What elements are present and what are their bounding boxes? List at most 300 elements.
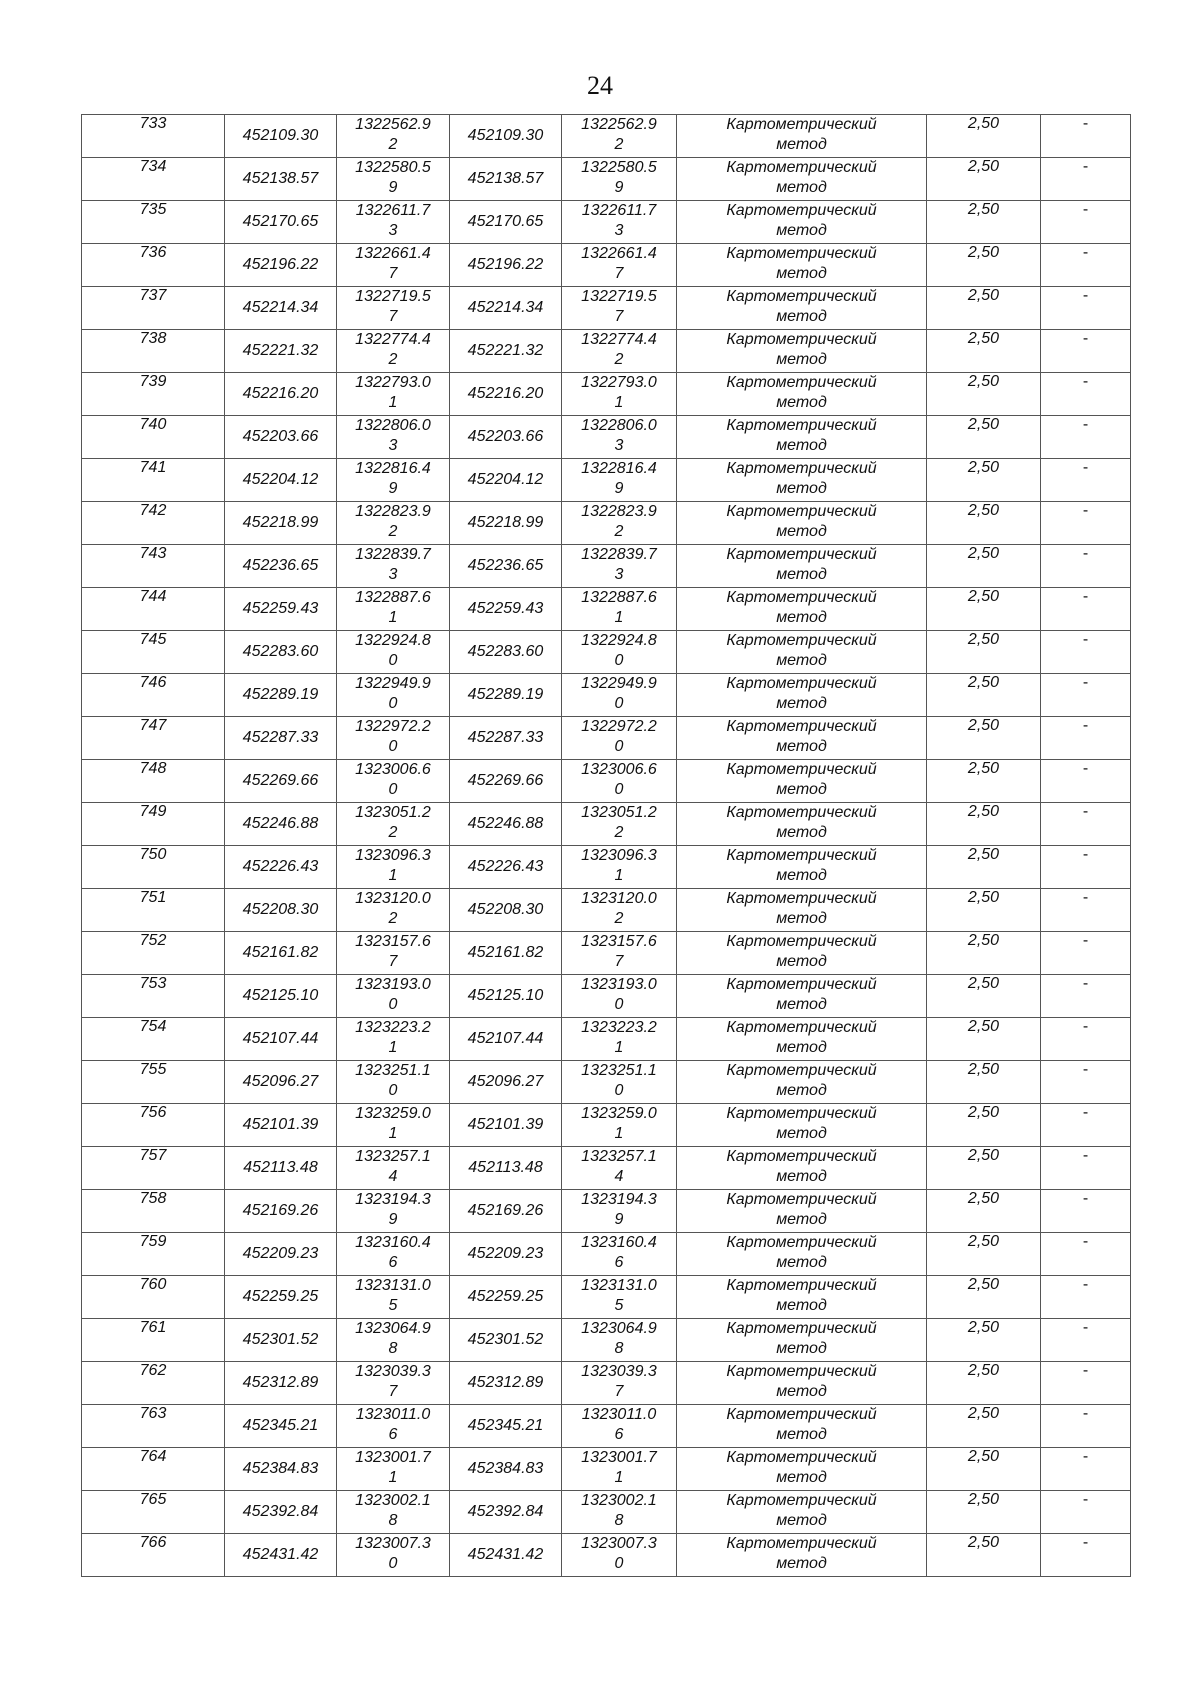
y-old-line-1: 1322816.4: [355, 460, 431, 477]
y-old-line-1: 1323257.1: [355, 1148, 431, 1165]
y-new-line-2: 1: [614, 1469, 624, 1486]
point-number-cell: 745: [82, 631, 225, 674]
description-cell: -: [1041, 932, 1131, 975]
method-line-1: Картометрический: [726, 331, 877, 348]
y-new-line-2: 7: [614, 1383, 624, 1400]
y-old-line-2: 2: [388, 824, 398, 841]
method-line-1: Картометрический: [726, 288, 877, 305]
method-line-2: метод: [776, 222, 827, 239]
x-new-cell: 452218.99: [450, 502, 562, 545]
y-old-line-1: 1323193.0: [355, 976, 431, 993]
x-old-cell: 452125.10: [225, 975, 337, 1018]
accuracy-cell: 2,50: [927, 803, 1041, 846]
y-new-line-2: 2: [614, 523, 624, 540]
x-new-cell: 452107.44: [450, 1018, 562, 1061]
point-number-cell: 764: [82, 1448, 225, 1491]
description-cell: -: [1041, 330, 1131, 373]
table-row: [82, 1405, 1131, 1448]
x-old-cell: 452214.34: [225, 287, 337, 330]
description-cell: -: [1041, 1061, 1131, 1104]
y-new-line-2: 0: [614, 1082, 624, 1099]
method-cell: [677, 631, 927, 674]
method-cell: [677, 1147, 927, 1190]
method-line-1: Картометрический: [726, 976, 877, 993]
y-old-line-1: 1323096.3: [355, 847, 431, 864]
y-new-cell: [562, 975, 677, 1018]
point-number-cell: 765: [82, 1491, 225, 1534]
method-line-2: метод: [776, 867, 827, 884]
method-cell: [677, 717, 927, 760]
x-new-cell: 452259.25: [450, 1276, 562, 1319]
y-old-line-1: 1322949.9: [355, 675, 431, 692]
table-row: [82, 115, 1131, 158]
y-new-line-2: 0: [614, 781, 624, 798]
y-old-line-2: 7: [388, 953, 398, 970]
method-line-2: метод: [776, 1254, 827, 1271]
table-row: [82, 932, 1131, 975]
accuracy-cell: 2,50: [927, 244, 1041, 287]
y-new-line-1: 1323096.3: [581, 847, 657, 864]
x-new-cell: 452208.30: [450, 889, 562, 932]
method-line-2: метод: [776, 1082, 827, 1099]
y-new-line-1: 1322839.7: [581, 546, 657, 563]
accuracy-cell: 2,50: [927, 115, 1041, 158]
accuracy-cell: 2,50: [927, 1147, 1041, 1190]
method-cell: [677, 1061, 927, 1104]
description-cell: -: [1041, 1147, 1131, 1190]
table-row: [82, 1448, 1131, 1491]
method-line-1: Картометрический: [726, 503, 877, 520]
method-line-1: Картометрический: [726, 1406, 877, 1423]
method-line-2: метод: [776, 1297, 827, 1314]
y-new-line-2: 4: [614, 1168, 624, 1185]
y-old-line-2: 0: [388, 1555, 398, 1572]
x-old-cell: 452246.88: [225, 803, 337, 846]
y-new-cell: [562, 889, 677, 932]
y-old-line-2: 2: [388, 910, 398, 927]
y-new-cell: [562, 1061, 677, 1104]
point-number-cell: 761: [82, 1319, 225, 1362]
x-old-cell: 452138.57: [225, 158, 337, 201]
y-old-line-2: 9: [388, 480, 398, 497]
method-line-2: метод: [776, 1469, 827, 1486]
method-line-2: метод: [776, 953, 827, 970]
x-old-cell: 452208.30: [225, 889, 337, 932]
point-number-cell: 756: [82, 1104, 225, 1147]
description-cell: -: [1041, 244, 1131, 287]
table-row: [82, 1190, 1131, 1233]
y-new-cell: [562, 846, 677, 889]
method-cell: [677, 1319, 927, 1362]
y-new-cell: [562, 1405, 677, 1448]
method-cell: [677, 1276, 927, 1319]
accuracy-cell: 2,50: [927, 416, 1041, 459]
point-number-cell: 740: [82, 416, 225, 459]
description-cell: -: [1041, 588, 1131, 631]
y-old-line-1: 1323001.7: [355, 1449, 431, 1466]
y-new-line-1: 1322562.9: [581, 116, 657, 133]
page-number: 24: [587, 71, 613, 100]
y-old-line-1: 1323160.4: [355, 1234, 431, 1251]
x-old-cell: 452196.22: [225, 244, 337, 287]
accuracy-cell: 2,50: [927, 1405, 1041, 1448]
y-new-line-1: 1323051.2: [581, 804, 657, 821]
y-old-line-1: 1322562.9: [355, 116, 431, 133]
coordinates-table: [81, 114, 1131, 1577]
description-cell: -: [1041, 1104, 1131, 1147]
x-old-cell: 452170.65: [225, 201, 337, 244]
y-new-line-2: 2: [614, 136, 624, 153]
method-line-2: метод: [776, 824, 827, 841]
y-new-cell: [562, 1190, 677, 1233]
y-old-cell: [337, 330, 450, 373]
method-line-1: Картометрический: [726, 890, 877, 907]
method-line-1: Картометрический: [726, 675, 877, 692]
y-new-line-2: 3: [614, 222, 624, 239]
point-number-cell: 757: [82, 1147, 225, 1190]
y-new-line-1: 1323006.6: [581, 761, 657, 778]
method-line-2: метод: [776, 910, 827, 927]
point-number-cell: 744: [82, 588, 225, 631]
table-row: [82, 1233, 1131, 1276]
point-number-cell: 739: [82, 373, 225, 416]
y-new-cell: [562, 674, 677, 717]
method-line-2: метод: [776, 351, 827, 368]
table-row: [82, 459, 1131, 502]
y-new-line-2: 2: [614, 910, 624, 927]
description-cell: -: [1041, 760, 1131, 803]
y-new-line-1: 1323120.0: [581, 890, 657, 907]
method-cell: [677, 459, 927, 502]
x-old-cell: 452203.66: [225, 416, 337, 459]
x-old-cell: 452109.30: [225, 115, 337, 158]
accuracy-cell: 2,50: [927, 1448, 1041, 1491]
y-new-line-2: 2: [614, 824, 624, 841]
y-old-cell: [337, 1405, 450, 1448]
y-old-line-2: 9: [388, 179, 398, 196]
y-new-cell: [562, 1491, 677, 1534]
y-new-cell: [562, 1276, 677, 1319]
method-line-1: Картометрический: [726, 1535, 877, 1552]
table-row: [82, 889, 1131, 932]
y-old-line-2: 0: [388, 652, 398, 669]
y-old-cell: [337, 631, 450, 674]
y-old-cell: [337, 1104, 450, 1147]
method-cell: [677, 1534, 927, 1577]
y-new-line-2: 8: [614, 1340, 624, 1357]
method-line-1: Картометрический: [726, 159, 877, 176]
point-number-cell: 735: [82, 201, 225, 244]
method-line-1: Картометрический: [726, 589, 877, 606]
y-old-line-1: 1323131.0: [355, 1277, 431, 1294]
x-old-cell: 452101.39: [225, 1104, 337, 1147]
y-new-cell: [562, 631, 677, 674]
x-new-cell: 452209.23: [450, 1233, 562, 1276]
point-number-cell: 752: [82, 932, 225, 975]
point-number-cell: 743: [82, 545, 225, 588]
x-old-cell: 452096.27: [225, 1061, 337, 1104]
method-line-1: Картометрический: [726, 1492, 877, 1509]
description-cell: -: [1041, 1491, 1131, 1534]
method-cell: [677, 1104, 927, 1147]
y-old-line-1: 1322719.5: [355, 288, 431, 305]
x-old-cell: 452259.43: [225, 588, 337, 631]
y-old-cell: [337, 373, 450, 416]
y-new-line-1: 1323257.1: [581, 1148, 657, 1165]
accuracy-cell: 2,50: [927, 1362, 1041, 1405]
table-row: [82, 588, 1131, 631]
method-cell: [677, 330, 927, 373]
method-line-1: Картометрический: [726, 417, 877, 434]
method-line-1: Картометрический: [726, 1105, 877, 1122]
method-line-2: метод: [776, 394, 827, 411]
y-new-line-2: 0: [614, 1555, 624, 1572]
method-cell: [677, 287, 927, 330]
y-new-line-1: 1322719.5: [581, 288, 657, 305]
x-new-cell: 452216.20: [450, 373, 562, 416]
y-new-line-1: 1323259.0: [581, 1105, 657, 1122]
y-old-line-2: 1: [388, 1039, 398, 1056]
table-row: [82, 244, 1131, 287]
table-row: [82, 717, 1131, 760]
method-line-2: метод: [776, 738, 827, 755]
point-number-cell: 758: [82, 1190, 225, 1233]
y-old-line-1: 1323259.0: [355, 1105, 431, 1122]
accuracy-cell: 2,50: [927, 502, 1041, 545]
x-old-cell: 452345.21: [225, 1405, 337, 1448]
table-row: [82, 287, 1131, 330]
y-old-cell: [337, 674, 450, 717]
y-old-line-1: 1323064.9: [355, 1320, 431, 1337]
x-new-cell: 452287.33: [450, 717, 562, 760]
method-line-1: Картометрический: [726, 460, 877, 477]
table-row: [82, 1491, 1131, 1534]
method-line-1: Картометрический: [726, 245, 877, 262]
y-old-line-2: 9: [388, 1211, 398, 1228]
y-old-cell: [337, 1491, 450, 1534]
y-new-line-2: 0: [614, 695, 624, 712]
y-old-line-2: 0: [388, 1082, 398, 1099]
point-number-cell: 746: [82, 674, 225, 717]
y-old-line-2: 8: [388, 1512, 398, 1529]
method-line-2: метод: [776, 179, 827, 196]
table-row: [82, 1147, 1131, 1190]
method-line-2: метод: [776, 1168, 827, 1185]
y-new-line-2: 1: [614, 394, 624, 411]
method-line-1: Картометрический: [726, 1363, 877, 1380]
y-old-line-1: 1323007.3: [355, 1535, 431, 1552]
table-row: [82, 1104, 1131, 1147]
y-new-cell: [562, 1534, 677, 1577]
x-old-cell: 452161.82: [225, 932, 337, 975]
method-line-1: Картометрический: [726, 374, 877, 391]
y-new-cell: [562, 115, 677, 158]
table-row: [82, 545, 1131, 588]
method-line-1: Картометрический: [726, 1191, 877, 1208]
y-new-line-1: 1322611.7: [581, 202, 657, 219]
method-line-1: Картометрический: [726, 632, 877, 649]
method-line-1: Картометрический: [726, 1062, 877, 1079]
description-cell: -: [1041, 889, 1131, 932]
method-cell: [677, 889, 927, 932]
x-new-cell: 452113.48: [450, 1147, 562, 1190]
method-line-2: метод: [776, 1039, 827, 1056]
method-cell: [677, 932, 927, 975]
method-line-2: метод: [776, 523, 827, 540]
y-new-line-2: 9: [614, 480, 624, 497]
y-new-line-1: 1323001.7: [581, 1449, 657, 1466]
y-new-cell: [562, 201, 677, 244]
description-cell: -: [1041, 846, 1131, 889]
description-cell: -: [1041, 158, 1131, 201]
table-row: [82, 1362, 1131, 1405]
table-row: [82, 1319, 1131, 1362]
point-number-cell: 748: [82, 760, 225, 803]
y-new-cell: [562, 330, 677, 373]
y-new-line-1: 1322580.5: [581, 159, 657, 176]
y-old-line-1: 1323039.3: [355, 1363, 431, 1380]
description-cell: -: [1041, 631, 1131, 674]
y-old-cell: [337, 1147, 450, 1190]
x-new-cell: 452170.65: [450, 201, 562, 244]
x-new-cell: 452301.52: [450, 1319, 562, 1362]
y-old-line-1: 1323251.1: [355, 1062, 431, 1079]
accuracy-cell: 2,50: [927, 1018, 1041, 1061]
y-old-cell: [337, 588, 450, 631]
method-cell: [677, 1448, 927, 1491]
method-cell: [677, 1362, 927, 1405]
x-new-cell: 452161.82: [450, 932, 562, 975]
accuracy-cell: 2,50: [927, 158, 1041, 201]
description-cell: -: [1041, 1319, 1131, 1362]
x-new-cell: 452109.30: [450, 115, 562, 158]
table-row: [82, 846, 1131, 889]
accuracy-cell: 2,50: [927, 975, 1041, 1018]
description-cell: -: [1041, 1362, 1131, 1405]
y-new-line-1: 1322924.8: [581, 632, 657, 649]
method-line-2: метод: [776, 1383, 827, 1400]
method-cell: [677, 588, 927, 631]
y-old-cell: [337, 1534, 450, 1577]
y-new-line-2: 3: [614, 566, 624, 583]
y-old-cell: [337, 717, 450, 760]
table-row: [82, 502, 1131, 545]
y-new-line-1: 1322816.4: [581, 460, 657, 477]
method-cell: [677, 545, 927, 588]
x-new-cell: 452204.12: [450, 459, 562, 502]
y-new-cell: [562, 588, 677, 631]
y-old-line-2: 5: [388, 1297, 398, 1314]
x-old-cell: 452431.42: [225, 1534, 337, 1577]
table-body: [82, 115, 1131, 1577]
y-old-line-1: 1323194.3: [355, 1191, 431, 1208]
y-old-line-1: 1322924.8: [355, 632, 431, 649]
x-new-cell: 452384.83: [450, 1448, 562, 1491]
table-row: [82, 416, 1131, 459]
y-new-cell: [562, 717, 677, 760]
y-new-line-1: 1322793.0: [581, 374, 657, 391]
y-old-cell: [337, 760, 450, 803]
accuracy-cell: 2,50: [927, 330, 1041, 373]
y-old-cell: [337, 1061, 450, 1104]
method-line-2: метод: [776, 695, 827, 712]
y-old-cell: [337, 416, 450, 459]
y-new-cell: [562, 932, 677, 975]
y-new-line-1: 1323131.0: [581, 1277, 657, 1294]
y-old-line-2: 1: [388, 394, 398, 411]
description-cell: -: [1041, 373, 1131, 416]
point-number-cell: 749: [82, 803, 225, 846]
table-row: [82, 1061, 1131, 1104]
method-line-1: Картометрический: [726, 933, 877, 950]
y-old-cell: [337, 502, 450, 545]
method-cell: [677, 803, 927, 846]
y-new-cell: [562, 459, 677, 502]
y-new-line-1: 1323039.3: [581, 1363, 657, 1380]
y-old-cell: [337, 1319, 450, 1362]
x-old-cell: 452107.44: [225, 1018, 337, 1061]
x-new-cell: 452236.65: [450, 545, 562, 588]
table-row: [82, 975, 1131, 1018]
x-new-cell: 452221.32: [450, 330, 562, 373]
y-old-line-1: 1323006.6: [355, 761, 431, 778]
x-old-cell: 452216.20: [225, 373, 337, 416]
y-new-line-1: 1323011.0: [581, 1406, 657, 1423]
table-row: [82, 1276, 1131, 1319]
accuracy-cell: 2,50: [927, 1061, 1041, 1104]
method-line-2: метод: [776, 996, 827, 1013]
y-old-cell: [337, 846, 450, 889]
method-line-2: метод: [776, 437, 827, 454]
x-new-cell: 452096.27: [450, 1061, 562, 1104]
x-new-cell: 452431.42: [450, 1534, 562, 1577]
y-old-line-1: 1323011.0: [355, 1406, 431, 1423]
y-old-cell: [337, 932, 450, 975]
y-new-cell: [562, 803, 677, 846]
x-old-cell: 452209.23: [225, 1233, 337, 1276]
y-old-line-2: 0: [388, 996, 398, 1013]
method-line-1: Картометрический: [726, 1320, 877, 1337]
y-new-cell: [562, 502, 677, 545]
y-old-cell: [337, 1362, 450, 1405]
y-old-cell: [337, 1448, 450, 1491]
y-new-cell: [562, 545, 677, 588]
y-old-cell: [337, 244, 450, 287]
x-old-cell: 452204.12: [225, 459, 337, 502]
accuracy-cell: 2,50: [927, 1491, 1041, 1534]
y-old-line-2: 3: [388, 566, 398, 583]
y-new-line-1: 1323194.3: [581, 1191, 657, 1208]
y-old-line-1: 1322580.5: [355, 159, 431, 176]
method-cell: [677, 760, 927, 803]
method-line-2: метод: [776, 480, 827, 497]
method-line-2: метод: [776, 1555, 827, 1572]
point-number-cell: 738: [82, 330, 225, 373]
description-cell: -: [1041, 201, 1131, 244]
y-old-line-1: 1322661.4: [355, 245, 431, 262]
description-cell: -: [1041, 1448, 1131, 1491]
description-cell: -: [1041, 674, 1131, 717]
y-old-cell: [337, 287, 450, 330]
accuracy-cell: 2,50: [927, 545, 1041, 588]
y-old-line-1: 1323002.1: [355, 1492, 431, 1509]
y-new-line-2: 5: [614, 1297, 624, 1314]
point-number-cell: 751: [82, 889, 225, 932]
accuracy-cell: 2,50: [927, 287, 1041, 330]
description-cell: -: [1041, 287, 1131, 330]
method-line-2: метод: [776, 652, 827, 669]
method-cell: [677, 244, 927, 287]
